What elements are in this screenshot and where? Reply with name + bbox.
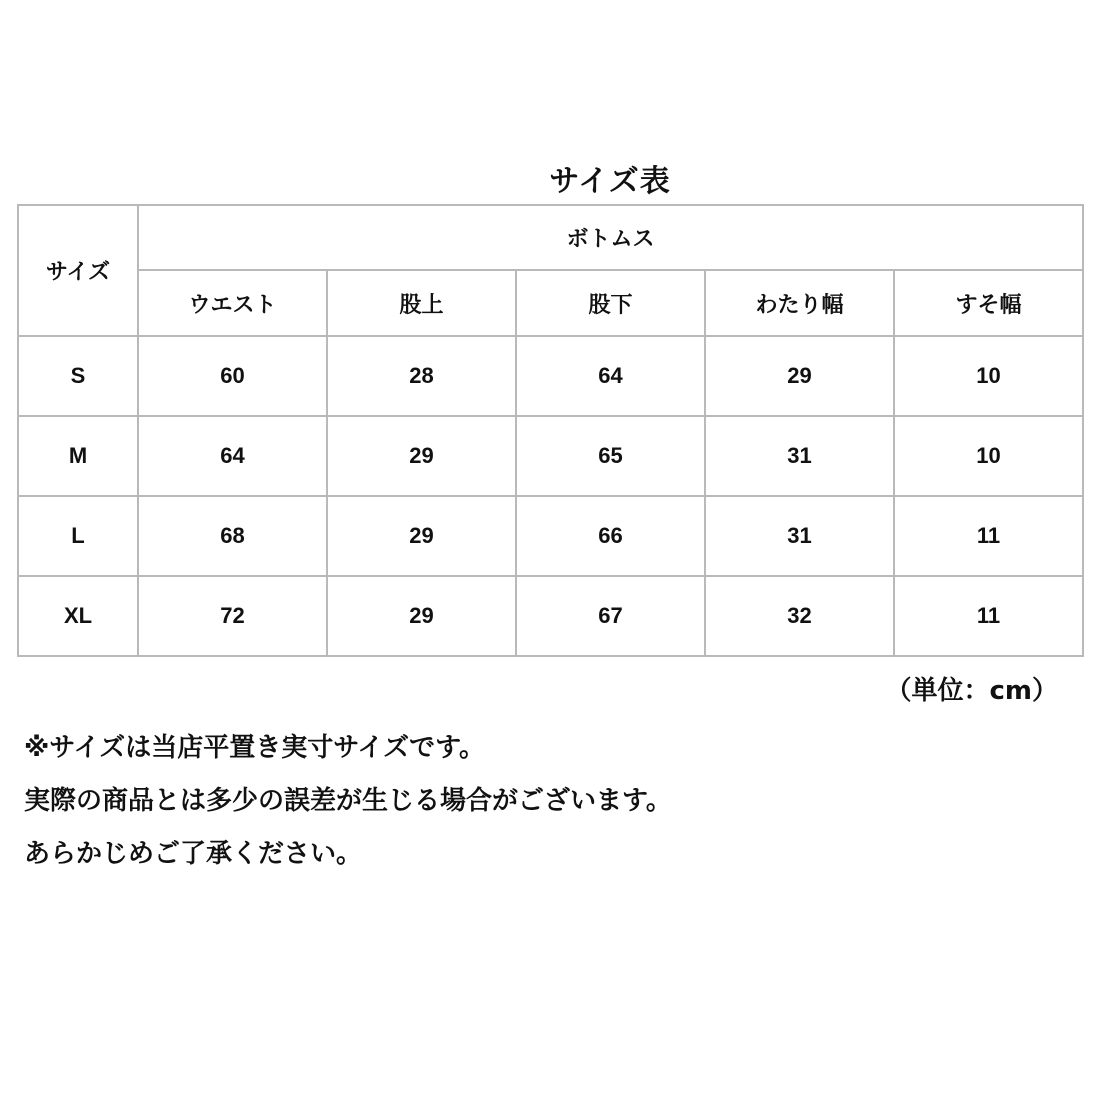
column-header-inseam: 股下 — [516, 270, 705, 336]
unit-note: （単位：cm） — [885, 676, 1058, 706]
table-cell: 10 — [894, 336, 1083, 416]
table-cell: 29 — [327, 576, 516, 656]
table-row — [18, 336, 1083, 416]
table-cell: 29 — [327, 416, 516, 496]
table-cell: 11 — [894, 496, 1083, 576]
size-cell: XL — [18, 576, 138, 656]
table-cell: 60 — [138, 336, 327, 416]
size-cell: S — [18, 336, 138, 416]
size-table — [17, 204, 1084, 657]
table-subheader-row — [18, 270, 1083, 336]
column-header-waist: ウエスト — [138, 270, 327, 336]
table-cell: 28 — [327, 336, 516, 416]
column-header-thigh-width: わたり幅 — [705, 270, 894, 336]
column-header-hem-width: すそ幅 — [894, 270, 1083, 336]
table-cell: 31 — [705, 416, 894, 496]
table-cell: 65 — [516, 416, 705, 496]
table-cell: 66 — [516, 496, 705, 576]
table-cell: 31 — [705, 496, 894, 576]
size-cell: M — [18, 416, 138, 496]
table-cell: 72 — [138, 576, 327, 656]
table-row — [18, 496, 1083, 576]
table-row — [18, 416, 1083, 496]
note-line: あらかじめご了承ください。 — [24, 839, 363, 869]
note-line: 実際の商品とは多少の誤差が生じる場合がございます。 — [24, 786, 672, 816]
table-cell: 11 — [894, 576, 1083, 656]
table-cell: 32 — [705, 576, 894, 656]
table-cell: 29 — [327, 496, 516, 576]
note-line: ※サイズは当店平置き実寸サイズです。 — [24, 733, 486, 763]
size-column-header: サイズ — [18, 205, 138, 336]
notes — [24, 722, 672, 881]
group-header: ボトムス — [138, 205, 1083, 270]
table-cell: 64 — [138, 416, 327, 496]
size-cell: L — [18, 496, 138, 576]
page-title: サイズ表 — [549, 164, 671, 199]
table-cell: 68 — [138, 496, 327, 576]
table-header-row — [18, 205, 1083, 270]
table-cell: 10 — [894, 416, 1083, 496]
table-cell: 67 — [516, 576, 705, 656]
column-header-rise: 股上 — [327, 270, 516, 336]
table-cell: 29 — [705, 336, 894, 416]
table-cell: 64 — [516, 336, 705, 416]
table-row — [18, 576, 1083, 656]
